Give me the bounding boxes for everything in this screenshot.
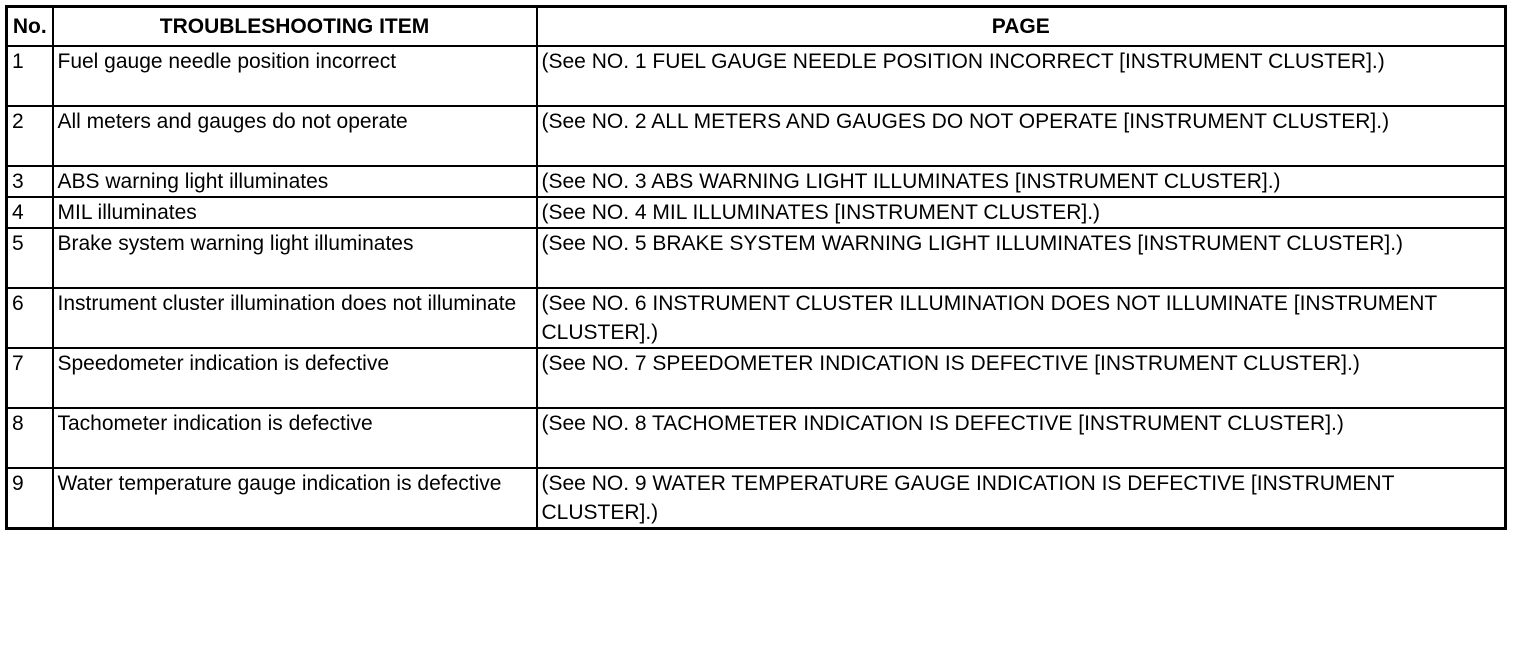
table-header-row (7, 7, 1506, 47)
page-reference[interactable]: (See NO. 7 SPEEDOMETER INDICATION IS DEFECTIVE [INSTRUMENT CLUSTER].) (537, 348, 1506, 408)
row-number: 7 (7, 348, 53, 408)
troubleshooting-item: Fuel gauge needle position incorrect (53, 46, 537, 106)
page-reference[interactable]: (See NO. 5 BRAKE SYSTEM WARNING LIGHT ILLUMINATES [INSTRUMENT CLUSTER].) (537, 228, 1506, 288)
table-row (7, 348, 1506, 408)
troubleshooting-item: Instrument cluster illumination does not illuminate (53, 288, 537, 348)
page-reference[interactable]: (See NO. 9 WATER TEMPERATURE GAUGE INDICATION IS DEFECTIVE [INSTRUMENT CLUSTER].) (537, 468, 1506, 529)
header-page: PAGE (537, 7, 1506, 47)
table-row (7, 228, 1506, 288)
table-row (7, 468, 1506, 529)
row-number: 5 (7, 228, 53, 288)
page-reference[interactable]: (See NO. 1 FUEL GAUGE NEEDLE POSITION INCORRECT [INSTRUMENT CLUSTER].) (537, 46, 1506, 106)
table-row (7, 46, 1506, 106)
table-row (7, 106, 1506, 166)
table-row (7, 197, 1506, 228)
troubleshooting-item: Tachometer indication is defective (53, 408, 537, 468)
page-reference[interactable]: (See NO. 2 ALL METERS AND GAUGES DO NOT OPERATE [INSTRUMENT CLUSTER].) (537, 106, 1506, 166)
row-number: 1 (7, 46, 53, 106)
troubleshooting-item: MIL illuminates (53, 197, 537, 228)
table-row (7, 408, 1506, 468)
row-number: 6 (7, 288, 53, 348)
troubleshooting-item: Speedometer indication is defective (53, 348, 537, 408)
row-number: 3 (7, 166, 53, 197)
page-reference[interactable]: (See NO. 3 ABS WARNING LIGHT ILLUMINATES [INSTRUMENT CLUSTER].) (537, 166, 1506, 197)
header-no: No. (7, 7, 53, 47)
page-reference[interactable]: (See NO. 8 TACHOMETER INDICATION IS DEFECTIVE [INSTRUMENT CLUSTER].) (537, 408, 1506, 468)
row-number: 8 (7, 408, 53, 468)
page-reference[interactable]: (See NO. 6 INSTRUMENT CLUSTER ILLUMINATION DOES NOT ILLUMINATE [INSTRUMENT CLUSTER].) (537, 288, 1506, 348)
table-row (7, 288, 1506, 348)
troubleshooting-item: ABS warning light illuminates (53, 166, 537, 197)
troubleshooting-table (5, 5, 1507, 530)
troubleshooting-item: All meters and gauges do not operate (53, 106, 537, 166)
row-number: 4 (7, 197, 53, 228)
row-number: 2 (7, 106, 53, 166)
row-number: 9 (7, 468, 53, 529)
header-troubleshooting-item: TROUBLESHOOTING ITEM (53, 7, 537, 47)
page-reference[interactable]: (See NO. 4 MIL ILLUMINATES [INSTRUMENT CLUSTER].) (537, 197, 1506, 228)
troubleshooting-item: Brake system warning light illuminates (53, 228, 537, 288)
troubleshooting-item: Water temperature gauge indication is defective (53, 468, 537, 529)
table-row (7, 166, 1506, 197)
